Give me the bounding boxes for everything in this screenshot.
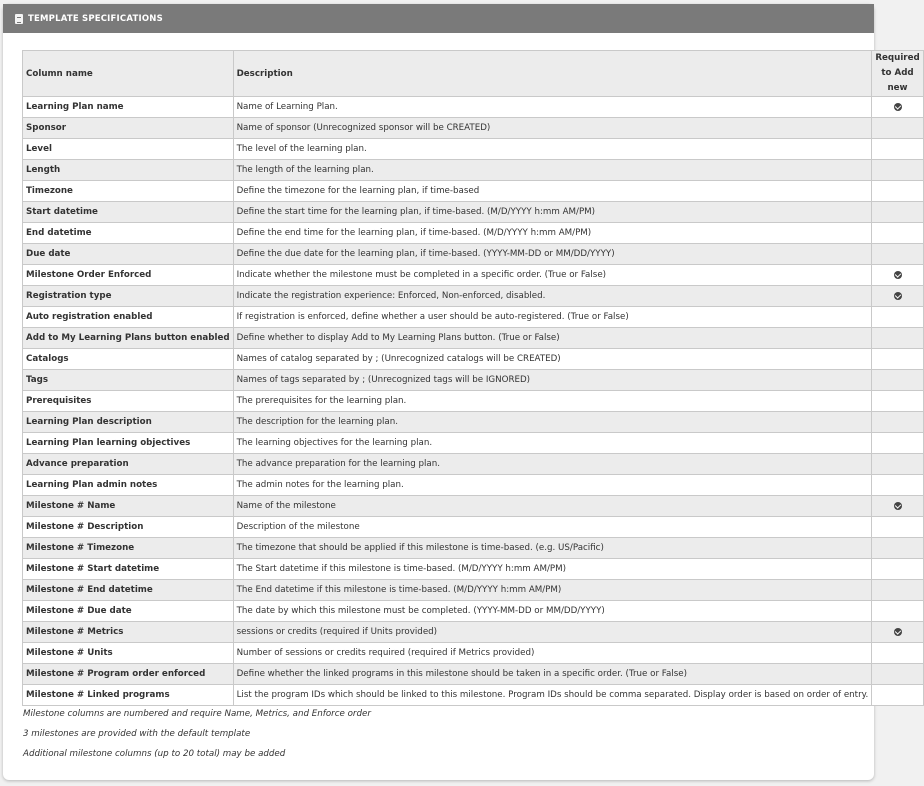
cell-required — [872, 286, 923, 307]
cell-description: Name of the milestone — [233, 496, 872, 517]
cell-column-name: Learning Plan learning objectives — [23, 433, 234, 454]
note-item: 3 milestones are provided with the default template — [23, 729, 251, 739]
cell-column-name: Milestone # Name — [23, 496, 234, 517]
cell-required — [872, 559, 923, 580]
table-row — [23, 97, 924, 118]
cell-required — [872, 370, 923, 391]
cell-required — [872, 244, 923, 265]
cell-required — [872, 685, 923, 706]
cell-required — [872, 475, 923, 496]
table-row — [23, 160, 924, 181]
cell-description: Names of tags separated by ; (Unrecognized tags will be IGNORED) — [233, 370, 872, 391]
cell-description: The admin notes for the learning plan. — [233, 475, 872, 496]
cell-required — [872, 622, 923, 643]
template-specifications-panel — [3, 4, 920, 780]
cell-column-name: Sponsor — [23, 118, 234, 139]
cell-required — [872, 412, 923, 433]
cell-column-name: Milestone # End datetime — [23, 580, 234, 601]
table-row — [23, 181, 924, 202]
cell-required — [872, 97, 923, 118]
table-row — [23, 307, 924, 328]
cell-required — [872, 139, 923, 160]
cell-description: Define the start time for the learning plan, if time-based. (M/D/YYYY h:mm AM/PM) — [233, 202, 872, 223]
cell-column-name: Milestone Order Enforced — [23, 265, 234, 286]
cell-required — [872, 181, 923, 202]
cell-column-name: Add to My Learning Plans button enabled — [23, 328, 234, 349]
cell-column-name: End datetime — [23, 223, 234, 244]
cell-description: The learning objectives for the learning plan. — [233, 433, 872, 454]
cell-required — [872, 601, 923, 622]
check-circle-icon — [894, 502, 902, 510]
cell-column-name: Start datetime — [23, 202, 234, 223]
table-row — [23, 265, 924, 286]
table-row — [23, 433, 924, 454]
cell-description: Indicate the registration experience: Enforced, Non-enforced, disabled. — [233, 286, 872, 307]
cell-column-name: Learning Plan name — [23, 97, 234, 118]
cell-column-name: Auto registration enabled — [23, 307, 234, 328]
cell-required — [872, 664, 923, 685]
cell-required — [872, 328, 923, 349]
specifications-table — [22, 50, 924, 706]
cell-description: sessions or credits (required if Units provided) — [233, 622, 872, 643]
cell-description: Define the end time for the learning plan, if time-based. (M/D/YYYY h:mm AM/PM) — [233, 223, 872, 244]
column-header-name: Column name — [23, 51, 234, 97]
cell-column-name: Advance preparation — [23, 454, 234, 475]
cell-column-name: Milestone # Start datetime — [23, 559, 234, 580]
check-circle-icon — [894, 271, 902, 279]
table-row — [23, 496, 924, 517]
table-row — [23, 538, 924, 559]
table-row — [23, 349, 924, 370]
table-row — [23, 139, 924, 160]
cell-required — [872, 265, 923, 286]
cell-description: Names of catalog separated by ; (Unrecognized catalogs will be CREATED) — [233, 349, 872, 370]
notes — [23, 704, 371, 764]
cell-column-name: Level — [23, 139, 234, 160]
cell-column-name: Tags — [23, 370, 234, 391]
cell-column-name: Learning Plan description — [23, 412, 234, 433]
cell-column-name: Milestone # Metrics — [23, 622, 234, 643]
table-row — [23, 664, 924, 685]
cell-column-name: Catalogs — [23, 349, 234, 370]
cell-column-name: Due date — [23, 244, 234, 265]
cell-description: List the program IDs which should be linked to this milestone. Program IDs should be comma separated. Display order is based on order of entry. — [233, 685, 872, 706]
table-row — [23, 559, 924, 580]
table-row — [23, 580, 924, 601]
note-item: Additional milestone columns (up to 20 total) may be added — [23, 749, 286, 759]
table-row — [23, 454, 924, 475]
table-header-row — [23, 51, 924, 97]
table-row — [23, 601, 924, 622]
cell-column-name: Prerequisites — [23, 391, 234, 412]
cell-column-name: Timezone — [23, 181, 234, 202]
cell-description: Description of the milestone — [233, 517, 872, 538]
check-circle-icon — [894, 628, 902, 636]
table-row — [23, 643, 924, 664]
cell-description: Define the due date for the learning plan, if time-based. (YYYY-MM-DD or MM/DD/YYYY) — [233, 244, 872, 265]
cell-column-name: Milestone # Program order enforced — [23, 664, 234, 685]
cell-description: The timezone that should be applied if this milestone is time-based. (e.g. US/Pacific) — [233, 538, 872, 559]
cell-required — [872, 517, 923, 538]
cell-required — [872, 454, 923, 475]
table-row — [23, 223, 924, 244]
table-row — [23, 517, 924, 538]
cell-description: The description for the learning plan. — [233, 412, 872, 433]
table-row — [23, 412, 924, 433]
cell-required — [872, 643, 923, 664]
cell-required — [872, 202, 923, 223]
cell-description: Define the timezone for the learning plan, if time-based — [233, 181, 872, 202]
table-row — [23, 244, 924, 265]
cell-column-name: Registration type — [23, 286, 234, 307]
cell-description: The length of the learning plan. — [233, 160, 872, 181]
note-item: Milestone columns are numbered and require Name, Metrics, and Enforce order — [23, 709, 371, 719]
cell-description: The level of the learning plan. — [233, 139, 872, 160]
table-row — [23, 685, 924, 706]
document-icon — [15, 14, 23, 24]
cell-column-name: Milestone # Description — [23, 517, 234, 538]
cell-description: Indicate whether the milestone must be completed in a specific order. (True or False) — [233, 265, 872, 286]
cell-required — [872, 223, 923, 244]
cell-description: Name of sponsor (Unrecognized sponsor will be CREATED) — [233, 118, 872, 139]
cell-column-name: Length — [23, 160, 234, 181]
cell-required — [872, 496, 923, 517]
check-circle-icon — [894, 103, 902, 111]
cell-description: The advance preparation for the learning plan. — [233, 454, 872, 475]
cell-column-name: Learning Plan admin notes — [23, 475, 234, 496]
cell-description: The date by which this milestone must be completed. (YYYY-MM-DD or MM/DD/YYYY) — [233, 601, 872, 622]
cell-required — [872, 391, 923, 412]
table-row — [23, 286, 924, 307]
column-header-required: Required to Add new — [872, 51, 923, 97]
cell-required — [872, 433, 923, 454]
check-circle-icon — [894, 292, 902, 300]
cell-description: The End datetime if this milestone is time-based. (M/D/YYYY h:mm AM/PM) — [233, 580, 872, 601]
cell-description: Define whether the linked programs in this milestone should be taken in a specific order. (True or False) — [233, 664, 872, 685]
table-body — [23, 97, 924, 706]
table-row — [23, 202, 924, 223]
cell-required — [872, 538, 923, 559]
column-header-description: Description — [233, 51, 872, 97]
cell-column-name: Milestone # Timezone — [23, 538, 234, 559]
cell-required — [872, 580, 923, 601]
table-row — [23, 328, 924, 349]
panel-header — [3, 4, 874, 33]
cell-column-name: Milestone # Units — [23, 643, 234, 664]
cell-description: The Start datetime if this milestone is time-based. (M/D/YYYY h:mm AM/PM) — [233, 559, 872, 580]
table-row — [23, 370, 924, 391]
panel-title: TEMPLATE SPECIFICATIONS — [28, 13, 163, 24]
table-row — [23, 118, 924, 139]
cell-description: Number of sessions or credits required (required if Metrics provided) — [233, 643, 872, 664]
cell-description: Name of Learning Plan. — [233, 97, 872, 118]
cell-column-name: Milestone # Linked programs — [23, 685, 234, 706]
cell-required — [872, 307, 923, 328]
cell-required — [872, 118, 923, 139]
table-row — [23, 622, 924, 643]
table-row — [23, 391, 924, 412]
cell-column-name: Milestone # Due date — [23, 601, 234, 622]
cell-required — [872, 349, 923, 370]
cell-description: Define whether to display Add to My Learning Plans button. (True or False) — [233, 328, 872, 349]
cell-required — [872, 160, 923, 181]
cell-description: If registration is enforced, define whether a user should be auto-registered. (True or False) — [233, 307, 872, 328]
cell-description: The prerequisites for the learning plan. — [233, 391, 872, 412]
table-row — [23, 475, 924, 496]
